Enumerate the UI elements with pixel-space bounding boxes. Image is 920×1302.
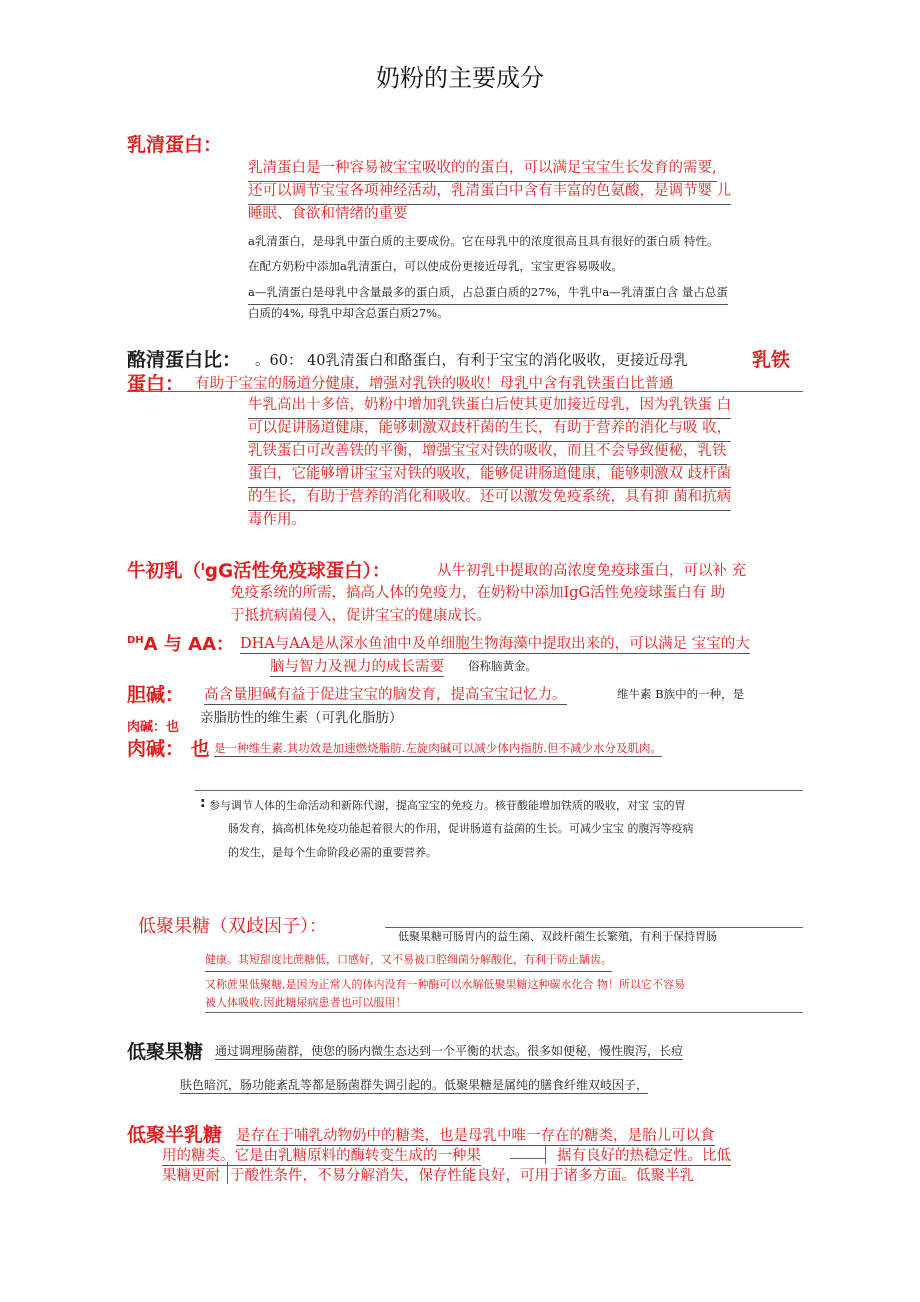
whey-line-3: 睡眠、食欲和情绪的重要 bbox=[248, 206, 408, 222]
colostrum-heading-b: gG活性免疫球蛋白）： bbox=[204, 561, 391, 582]
fos-line-1: 低聚果糖可肠胃内的益生菌、双歧杆菌生长繁殖，有利于保持胃肠 bbox=[398, 930, 717, 943]
lactoferrin-line-2: 可以促讲肠道健康，能够刺激双歧杆菌的生长，有助于营养的消化与吸 收， bbox=[248, 417, 731, 442]
gos-gap-rule bbox=[510, 1158, 545, 1159]
fos2-heading: 低聚果糖 bbox=[127, 1041, 204, 1063]
whey-para2-line-1: a乳清蛋白，是母乳中蛋白质的主要成份。它在母乳中的浓度很高且具有很好的蛋白质 特性。 bbox=[248, 234, 719, 248]
whey-heading: 乳清蛋白： bbox=[127, 134, 223, 156]
fos2-text: 通过调理肠菌群，使您的肠内微生态达到一个平衡的状态。很多如便秘，慢性腹泻，长痘 bbox=[215, 1044, 684, 1058]
gos-heading: 低聚半乳糖 bbox=[127, 1124, 223, 1146]
fos-bottom-rule bbox=[205, 1012, 803, 1013]
nucleotide-bullet: : bbox=[200, 795, 206, 811]
colostrum-first-line: 从牛初乳中提取的高浓度免疫球蛋白，可以补 充 bbox=[437, 563, 747, 579]
gos-vertical-bar-2 bbox=[227, 1162, 228, 1184]
dha-first-line: DHA与AA是从深水鱼油中及单细胞生物海藻中提取出来的，可以满足 宝宝的大 bbox=[240, 632, 750, 654]
gos-line-2b: 据有良好的热稳定性。比低 bbox=[557, 1144, 731, 1166]
gos-line-3b: 于酸性条件，不易分解消失，保存性能良好，可用于诸多方面。低聚半乳 bbox=[230, 1168, 694, 1184]
gos-line-3a: 果糖更耐 bbox=[162, 1168, 220, 1184]
dha-heading-sup: DH bbox=[127, 635, 144, 646]
nucleotide-line-1: 参与调节人体的生命活动和新陈代谢，提高宝宝的免疫力。核苷酸能增加铁质的吸收，对宝 宝的胃 bbox=[209, 799, 686, 812]
lactoferrin-heading-a: 乳铁 bbox=[752, 349, 791, 371]
dha-heading-text: A 与 AA： bbox=[143, 634, 234, 655]
nucleotide-line-2: 肠发育，搞高机体免疫功能起着很大的作用，促讲肠道有益菌的生长。可减少宝宝 的腹泻等疫病 bbox=[228, 822, 694, 835]
choline-heading: 胆碱： bbox=[127, 684, 185, 706]
lactoferrin-first-line: 有助于宝宝的肠道分健康，增强对乳铁的吸收！母乳中含有乳铁蛋白比普通 bbox=[195, 376, 674, 392]
colostrum-line-1: 免疫系统的所需，搞高人体的免疫力，在奶粉中添加IgG活性免疫球蛋白有 助 bbox=[230, 585, 726, 601]
fos2-line-2: 肤色暗沉，肠功能紊乱等都是肠菌群失调引起的。低聚果糖是属纯的膳食纤维双岐因子， bbox=[180, 1078, 649, 1092]
colostrum-heading-a: 牛初乳（ bbox=[127, 561, 202, 582]
gos-vertical-bar-1 bbox=[545, 1146, 546, 1164]
choline-tail: 维牛素 B族中的一种，是 bbox=[617, 687, 745, 701]
ratio-heading: 酪清蛋白比： bbox=[127, 349, 242, 371]
whey-para3-line-2: 白质的4%, 母乳中却含总蛋白质27%。 bbox=[248, 306, 449, 320]
gos-text: 是存在于哺乳动物奶中的糖类，也是母乳中唯一存在的糖类，是胎儿可以食 bbox=[236, 1124, 715, 1146]
lactoferrin-line-1: 牛乳高出十多倍，奶粉中增加乳铁蛋白后使其更加接近母乳，因为乳铁蛋 白 bbox=[248, 394, 731, 419]
carnitine-text: 是一种维生素.其功效是加速燃烧脂肪.左旋肉碱可以减少体内指肪.但不减少水分及肌肉。 bbox=[214, 741, 662, 755]
dha-heading bbox=[127, 630, 234, 656]
fos-heading: 低聚果糖（双歧因子）： bbox=[138, 916, 327, 937]
carnitine-heading: 肉碱： 也 bbox=[127, 738, 210, 760]
lactoferrin-heading-b: 蛋白： bbox=[127, 373, 185, 395]
divider-line bbox=[127, 391, 803, 392]
gos-line-2a: 用的糖类。它是由乳糖原料的酶转变生成的一种果 bbox=[162, 1144, 481, 1166]
lactoferrin-line-5: 的生长，有助于营养的消化和吸收。还可以激发免疫系统，具有抑 菌和抗病 bbox=[248, 486, 731, 511]
choline-text: 高含量胆碱有益于促进宝宝的脑发育，提高宝宝记忆力。 bbox=[204, 683, 567, 705]
nucleotide-line-3: 的发生，是每个生命阶段必需的重要营养。 bbox=[228, 846, 437, 859]
ratio-text: 。60： 40乳清蛋白和酪蛋白，有利于宝宝的消化吸收，更接近母乳 bbox=[255, 353, 689, 369]
colostrum-heading bbox=[127, 557, 390, 583]
whey-line-1: 乳清蛋白是一种容易被宝宝吸收的的蛋白，可以满足宝宝生长发育的需要, bbox=[248, 157, 717, 182]
whey-para2-line-2: 在配方奶粉中添加a乳清蛋白，可以使成份更接近母乳，宝宝更容易吸收。 bbox=[248, 259, 623, 273]
fos-line-3: 又称蔗果低聚糖,是因为正常人的体内没有一种酶可以水解低聚果糖这种碳水化合 物！所以它不容易 bbox=[205, 978, 685, 991]
whey-line-2: 还可以调节宝宝各项神经活动，乳清蛋白中含有丰富的色氨酸，是调节婴 儿 bbox=[248, 180, 731, 205]
colostrum-heading-sup: I bbox=[201, 561, 205, 573]
lactoferrin-line-3: 乳铁蛋白可改善铁的平衡，增强宝宝对铁的吸收，而且不会导致便秘，乳铁 bbox=[248, 440, 727, 465]
colostrum-line-2: 于抵抗病菌侵入，促讲宝宝的健康成长。 bbox=[230, 608, 491, 624]
page-title: 奶粉的主要成分 bbox=[376, 64, 544, 92]
whey-para3-line-1: a—乳清蛋白是母乳中含量最多的蛋白质，占总蛋白质的27%，牛乳中a—乳清蛋白含 量占总蛋 bbox=[248, 281, 728, 305]
dha-second-line: 脑与智力及视力的成长需要 bbox=[270, 655, 444, 677]
dha-second-tail: 俗称脑黄金。 bbox=[468, 659, 537, 673]
fos-line-4: 被人体吸收.因此糖尿病患者也可以服用！ bbox=[205, 996, 407, 1009]
lactoferrin-line-6: 毒作用。 bbox=[248, 512, 306, 528]
nucleotide-top-rule bbox=[195, 790, 803, 791]
choline-line-2: 亲脂肪性的维生素（可乳化脂肪） bbox=[200, 710, 403, 726]
lactoferrin-line-4: 蛋白，它能够增讲宝宝对铁的吸收，能够促讲肠道健康，能够刺激双 歧杆菌 bbox=[248, 463, 731, 488]
fos-line-2: 健康。其短甜度比蔗糖低，口感好，又不易被口腔细菌分解酸化，有利于防止龋齿。 bbox=[205, 949, 612, 972]
carnitine-small-heading: 肉碱：也 bbox=[127, 720, 180, 735]
